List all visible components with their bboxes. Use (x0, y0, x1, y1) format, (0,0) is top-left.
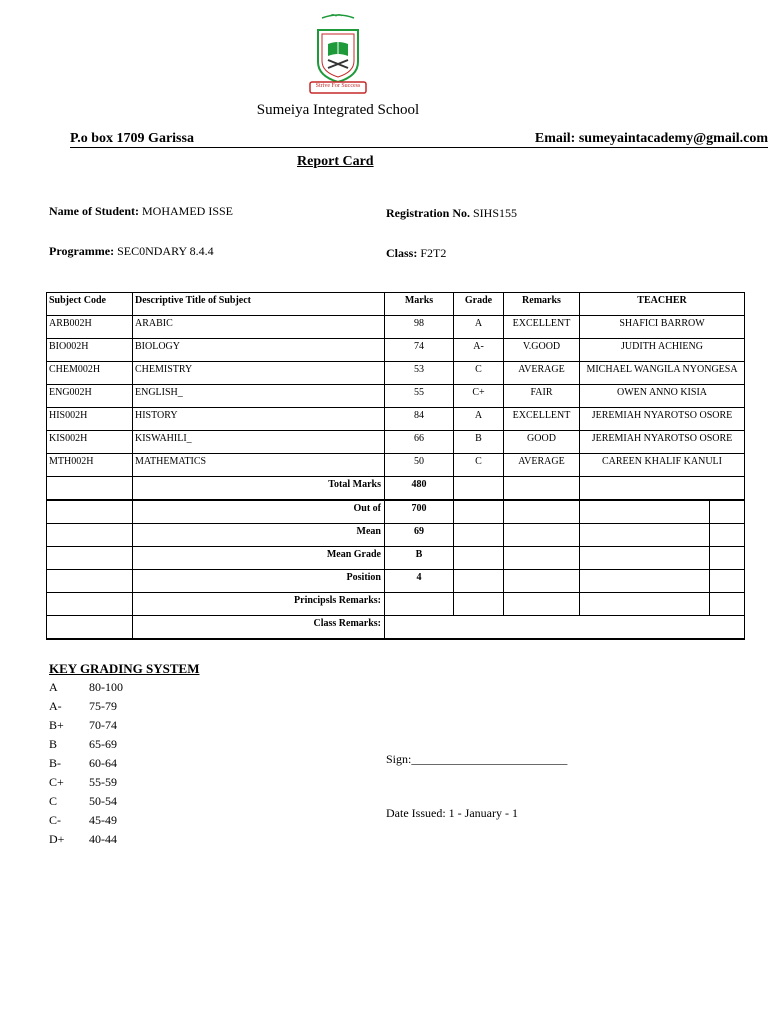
grade-key-range: 60-64 (89, 756, 117, 770)
subject-grade: A- (454, 339, 504, 362)
subject-title: MATHEMATICS (133, 454, 385, 477)
grade-key-range: 80-100 (89, 680, 123, 694)
subject-grade: C+ (454, 385, 504, 408)
subject-marks: 84 (385, 408, 454, 431)
grade-key-grade: C- (49, 813, 61, 827)
subject-code: CHEM002H (47, 362, 133, 385)
subject-teacher: JUDITH ACHIENG (580, 339, 745, 362)
subject-remarks: EXCELLENT (504, 408, 580, 431)
report-title: Report Card (297, 154, 374, 169)
grade-key-range: 75-79 (89, 699, 117, 713)
programme-label: Programme: (49, 244, 115, 258)
header-grade: Grade (454, 293, 504, 316)
grade-key-grade: B+ (49, 718, 64, 732)
table-row (47, 316, 745, 339)
mean-grade-row (47, 547, 745, 570)
subject-code: KIS002H (47, 431, 133, 454)
header-subject-code: Subject Code (47, 293, 133, 316)
subject-teacher: JEREMIAH NYAROTSO OSORE (580, 408, 745, 431)
date-issued: Date Issued: 1 - January - 1 (386, 806, 518, 820)
subject-teacher: CAREEN KHALIF KANULI (580, 454, 745, 477)
subject-code: MTH002H (47, 454, 133, 477)
grade-key-grade: A- (49, 699, 62, 713)
grade-key-range: 45-49 (89, 813, 117, 827)
subject-teacher: SHAFICI BARROW (580, 316, 745, 339)
school-logo (308, 10, 368, 96)
programme-field (49, 244, 214, 259)
subject-marks: 98 (385, 316, 454, 339)
class-label: Class: (386, 246, 418, 260)
class-field (386, 246, 446, 261)
registration-number: SIHS155 (473, 206, 518, 220)
subject-title: ARABIC (133, 316, 385, 339)
subject-grade: A (454, 408, 504, 431)
subject-marks: 66 (385, 431, 454, 454)
class-value: F2T2 (420, 246, 447, 260)
key-grading-title: KEY GRADING SYSTEM (49, 661, 200, 676)
mean-label: Mean (133, 524, 385, 547)
subject-remarks: AVERAGE (504, 362, 580, 385)
principal-remarks-row (47, 593, 745, 616)
out-of-label: Out of (133, 500, 385, 524)
grade-key-grade: C+ (49, 775, 64, 789)
header-remarks: Remarks (504, 293, 580, 316)
grade-key-grade: C (49, 794, 58, 808)
table-row (47, 431, 745, 454)
grade-key-range: 40-44 (89, 832, 117, 846)
subject-remarks: V.GOOD (504, 339, 580, 362)
total-marks-value: 480 (385, 477, 454, 501)
grade-key-range: 70-74 (89, 718, 117, 732)
mean-row (47, 524, 745, 547)
subject-teacher: OWEN ANNO KISIA (580, 385, 745, 408)
grade-key-grade: B (49, 737, 58, 751)
grade-key-grade: D+ (49, 832, 65, 846)
subject-teacher: MICHAEL WANGILA NYONGESA (580, 362, 745, 385)
school-email: Email: sumeyaintacademy@gmail.com (534, 131, 768, 146)
table-row (47, 339, 745, 362)
subject-remarks: GOOD (504, 431, 580, 454)
mean-value: 69 (385, 524, 454, 547)
subject-remarks: AVERAGE (504, 454, 580, 477)
registration-label: Registration No. (386, 206, 470, 220)
table-header-row (47, 293, 745, 316)
principal-remarks-label: Principsls Remarks: (133, 593, 385, 616)
subject-marks: 53 (385, 362, 454, 385)
table-row (47, 454, 745, 477)
position-row (47, 570, 745, 593)
out-of-value: 700 (385, 500, 454, 524)
student-name-label: Name of Student: (49, 204, 139, 218)
header-subject-title: Descriptive Title of Subject (133, 293, 385, 316)
subject-title: ENGLISH_ (133, 385, 385, 408)
out-of-row (47, 500, 745, 524)
header-marks: Marks (385, 293, 454, 316)
subject-remarks: EXCELLENT (504, 316, 580, 339)
position-label: Position (133, 570, 385, 593)
subject-marks: 74 (385, 339, 454, 362)
grade-key-grade: A (49, 680, 58, 694)
class-remarks-row (47, 616, 745, 640)
subject-code: BIO002H (47, 339, 133, 362)
header-teacher: TEACHER (580, 293, 745, 316)
subject-code: HIS002H (47, 408, 133, 431)
grade-key-grade: B- (49, 756, 61, 770)
subject-remarks: FAIR (504, 385, 580, 408)
grade-key-range: 50-54 (89, 794, 117, 808)
table-row (47, 385, 745, 408)
subject-code: ARB002H (47, 316, 133, 339)
school-address: P.o box 1709 Garissa (70, 131, 194, 146)
subject-marks: 50 (385, 454, 454, 477)
student-name: MOHAMED ISSE (142, 204, 234, 218)
subject-grade: C (454, 362, 504, 385)
subject-teacher: JEREMIAH NYAROTSO OSORE (580, 431, 745, 454)
subject-title: BIOLOGY (133, 339, 385, 362)
logo-motto: Strive For Success (315, 83, 361, 89)
total-marks-row (47, 477, 745, 501)
subject-grade: B (454, 431, 504, 454)
mean-grade-value: B (385, 547, 454, 570)
subject-grade: A (454, 316, 504, 339)
subject-code: ENG002H (47, 385, 133, 408)
subject-grade: C (454, 454, 504, 477)
subject-marks: 55 (385, 385, 454, 408)
table-row (47, 408, 745, 431)
grade-key-range: 55-59 (89, 775, 117, 789)
school-name: Sumeiya Integrated School (256, 102, 420, 118)
subject-title: KISWAHILI_ (133, 431, 385, 454)
student-name-field (49, 204, 233, 219)
subject-title: HISTORY (133, 408, 385, 431)
address-row (70, 131, 768, 148)
mean-grade-label: Mean Grade (133, 547, 385, 570)
total-marks-label: Total Marks (133, 477, 385, 501)
class-remarks-value (385, 616, 745, 640)
subject-title: CHEMISTRY (133, 362, 385, 385)
signature-line: Sign:__________________________ (386, 752, 568, 766)
registration-field (386, 206, 517, 221)
marks-table (46, 292, 745, 640)
position-value: 4 (385, 570, 454, 593)
table-row (47, 362, 745, 385)
grade-key-range: 65-69 (89, 737, 117, 751)
programme-value: SEC0NDARY 8.4.4 (117, 244, 214, 258)
class-remarks-label: Class Remarks: (133, 616, 385, 640)
